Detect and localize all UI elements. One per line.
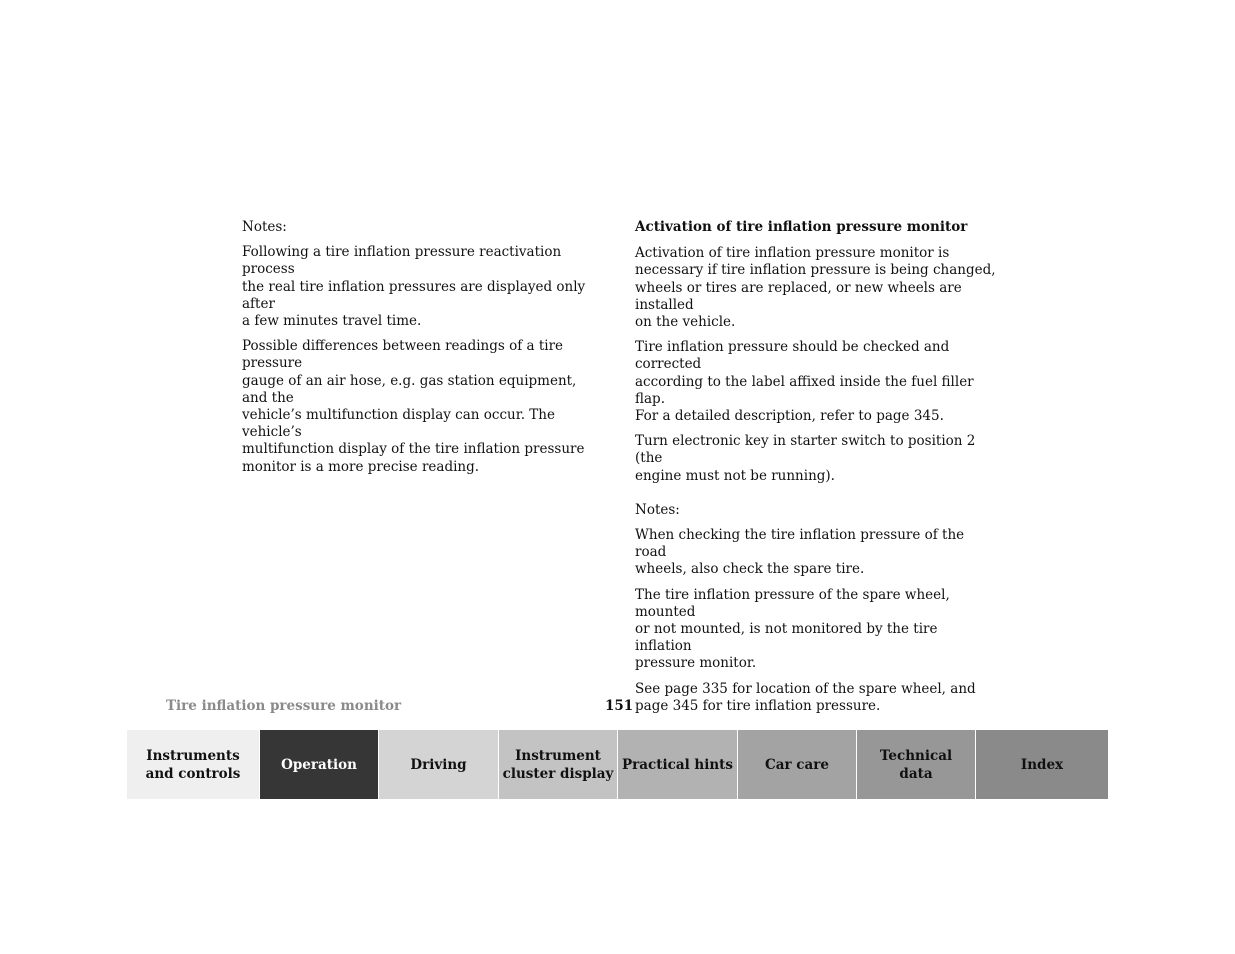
notes-label: Notes: [635, 501, 680, 518]
nav-tab-index[interactable]: Index [975, 730, 1108, 799]
note-paragraph: Possible differences between readings of a tire pressure gauge of an air hose, e.g. gas station equipment, and the vehicle’s multifunction display can occur. The vehicle’s multifunction display of the tire inflation pressure monitor is a more precise reading. [242, 338, 585, 475]
body-paragraph: Tire inflation pressure should be checked and corrected according to the label affixed inside the fuel filler flap. For a detailed description, refer to page 345. [635, 339, 974, 425]
right-column [635, 219, 997, 723]
nav-tab-instrument-cluster-display[interactable]: Instrument cluster display [498, 730, 617, 799]
note-paragraph: See page 335 for location of the spare wheel, and page 345 for tire inflation pressure. [635, 680, 976, 714]
nav-tab-technical-data[interactable]: Technical data [856, 730, 975, 799]
footer-section-title: Tire inflation pressure monitor [166, 698, 402, 714]
nav-tab-practical-hints[interactable]: Practical hints [617, 730, 737, 799]
note-paragraph: When checking the tire inflation pressure of the road wheels, also check the spare tire. [635, 527, 965, 578]
notes-label: Notes: [242, 219, 287, 235]
section-heading: Activation of tire inflation pressure monitor [635, 219, 968, 235]
note-paragraph: Following a tire inflation pressure reactivation process the real tire inflation pressures are displayed only after a few minutes travel time. [242, 244, 586, 330]
note-paragraph: The tire inflation pressure of the spare wheel, mounted or not mounted, is not monitored by the tire inflation pressure monitor. [635, 586, 950, 672]
nav-tab-operation[interactable]: Operation [259, 730, 378, 799]
page-number: 151 [605, 698, 634, 714]
nav-tab-driving[interactable]: Driving [378, 730, 498, 799]
nav-tab-instruments-and-controls[interactable]: Instruments and controls [127, 730, 259, 799]
nav-tab-car-care[interactable]: Car care [737, 730, 856, 799]
chapter-nav-bar [127, 730, 1108, 799]
body-paragraph: Turn electronic key in starter switch to position 2 (the engine must not be running). [635, 433, 976, 484]
left-column [242, 219, 604, 484]
body-paragraph: Activation of tire inflation pressure monitor is necessary if tire inflation pressure is being changed, wheels or tires are replaced, or new wheels are installed on the vehicle. [635, 245, 996, 331]
